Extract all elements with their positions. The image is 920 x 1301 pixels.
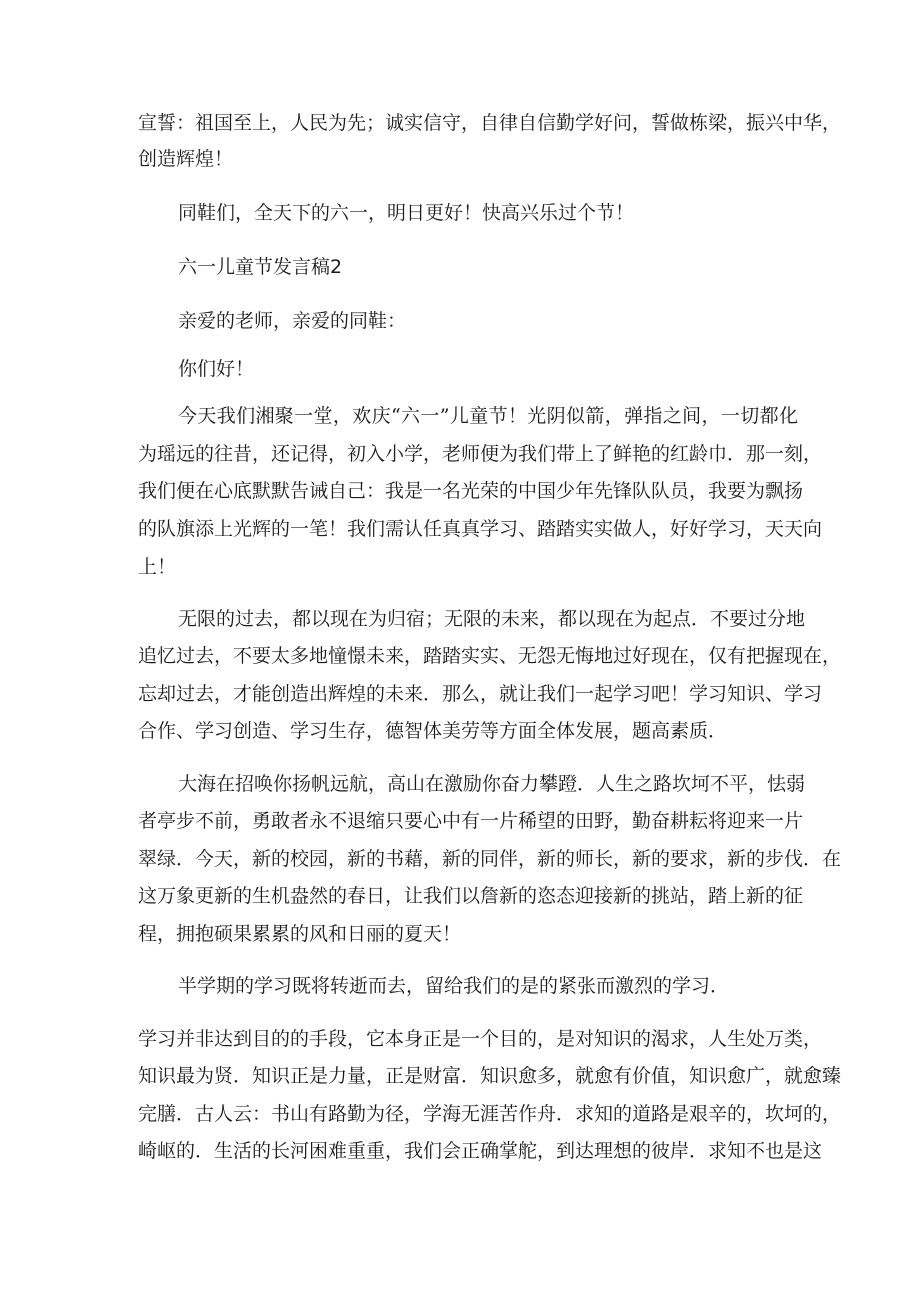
section-heading-text: 六一儿童节发言稿 (178, 256, 331, 278)
encouragement-paragraph-line-4: 这万象更新的生机盎然的春日，让我们以詹新的恣态迎接新的挑站，踏上新的征 (138, 885, 804, 907)
section-heading-number: 2 (330, 256, 343, 278)
encouragement-paragraph-line-5: 程，拥抱硕果累累的风和日丽的夏天！ (138, 923, 462, 945)
knowledge-paragraph-line-2: 知识最为贤．知识正是力量，正是财富．知识愈多，就愈有价值，知识愈广，就愈臻 (138, 1065, 842, 1087)
past-future-paragraph-line-2: 追忆过去，不要太多地憧憬未来，踏踏实实、无怨无悔地过好现在，仅有把握现在， (138, 645, 842, 667)
knowledge-paragraph-line-3: 完膳．古人云：书山有路勤为径，学海无涯苦作舟．求知的道路是艰辛的，坎坷的， (138, 1103, 842, 1125)
section-heading (178, 254, 798, 280)
encouragement-paragraph-line-2: 者亭步不前，勇敢者永不退缩只要心中有一片稀望的田野，勤奋耕耘将迎来一片 (138, 810, 804, 832)
celebration-paragraph-line-5: 上！ (138, 556, 177, 578)
oath-paragraph-line-2: 创造辉煌！ (138, 148, 234, 170)
semester-paragraph: 半学期的学习既将转逝而去，留给我们的是的紧张而激烈的学习． (178, 975, 730, 997)
past-future-paragraph-line-1: 无限的过去，都以现在为归宿；无限的未来，都以现在为起点．不要过分地 (178, 608, 806, 630)
celebration-paragraph-line-4: 的队旗添上光辉的一笔！我们需认任真真学习、踏踏实实做人，好好学习，天天向 (138, 518, 823, 540)
celebration-paragraph-line-2: 为瑶远的往昔，还记得，初入小学，老师便为我们带上了鲜艳的红龄巾．那一刻， (138, 443, 823, 465)
greeting: 你们好！ (178, 358, 255, 380)
past-future-paragraph-line-4: 合作、学习创造、学习生存，德智体美劳等方面全体发展，题高素质． (138, 720, 728, 742)
holiday-wish-paragraph: 同鞋们，全天下的六一，明日更好！快高兴乐过个节！ (178, 202, 635, 224)
celebration-paragraph-line-1: 今天我们湘聚一堂，欢庆“六一”儿童节！光阴似箭，弹指之间，一切都化 (178, 405, 798, 427)
oath-paragraph-line-1: 宣誓：祖国至上，人民为先；诚实信守，自律自信勤学好问，誓做栋梁，振兴中华， (138, 112, 842, 134)
past-future-paragraph-line-3: 忘却过去，才能创造出辉煌的未来．那么，就让我们一起学习吧！学习知识、学习 (138, 683, 823, 705)
knowledge-paragraph-line-1: 学习并非达到目的的手段，它本身正是一个目的，是对知识的渴求，人生处万类， (138, 1028, 823, 1050)
encouragement-paragraph-line-1: 大海在招唤你扬帆远航，高山在激励你奋力攀蹬．人生之路坎坷不平，怯弱 (178, 773, 806, 795)
salutation: 亲爱的老师，亲爱的同鞋： (178, 310, 407, 332)
knowledge-paragraph-line-4: 崎岖的．生活的长河困难重重，我们会正确掌舵，到达理想的彼岸．求知不也是这 (138, 1140, 823, 1162)
celebration-paragraph-line-3: 我们便在心底默默告诫自己：我是一名光荣的中国少年先锋队队员，我要为飘扬 (138, 480, 804, 502)
encouragement-paragraph-line-3: 翠绿．今天，新的校园，新的书藉，新的同伴，新的师长，新的要求，新的步伐．在 (138, 848, 842, 870)
